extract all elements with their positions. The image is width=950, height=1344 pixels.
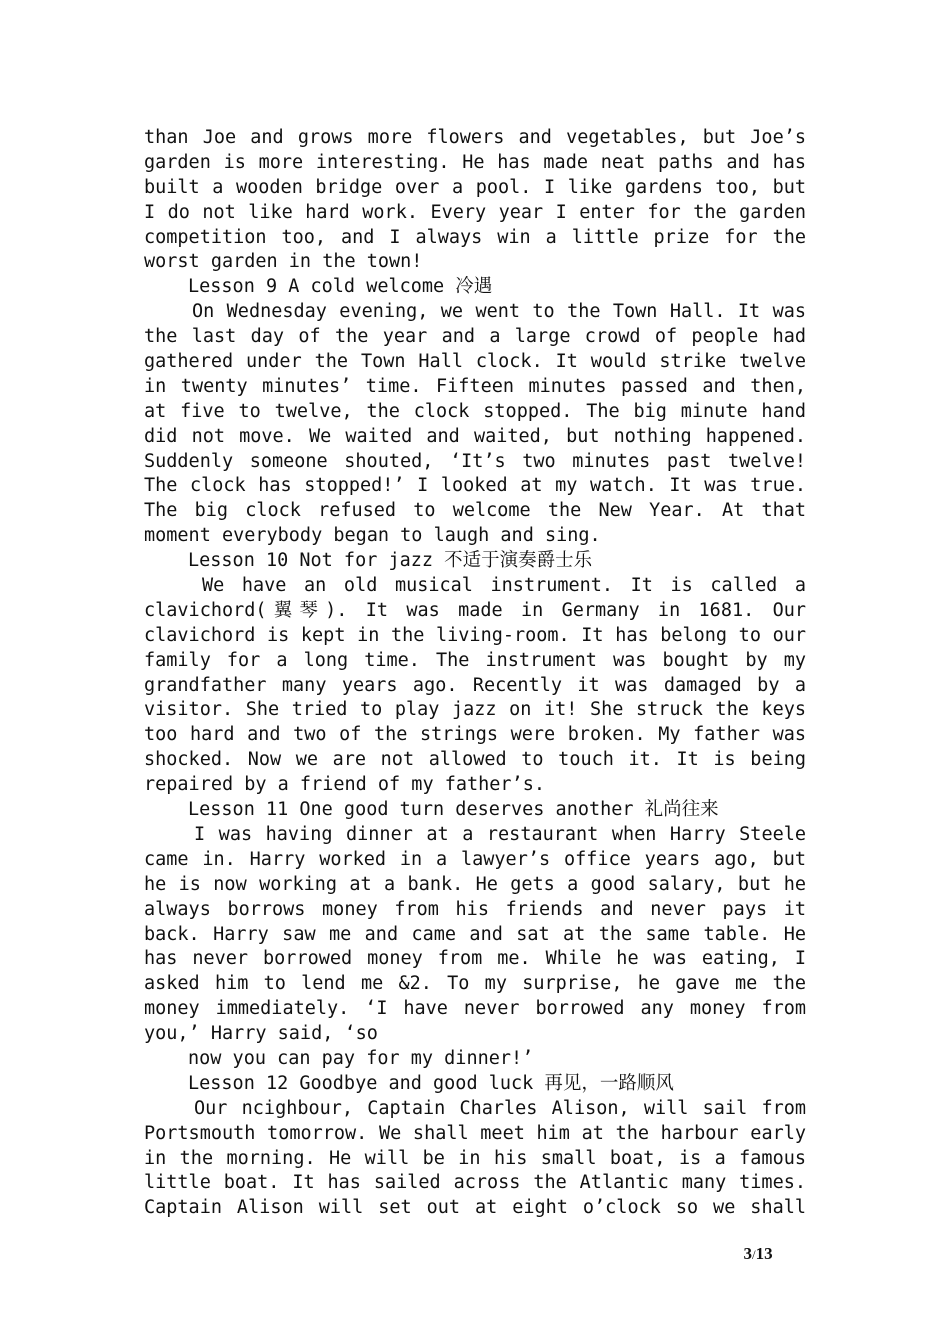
text-line: little boat. It has sailed across the Atlantic many times. bbox=[144, 1172, 806, 1194]
text-line: built a wooden bridge over a pool. I like gardens too, but bbox=[144, 176, 806, 198]
text-line: always borrows money from his friends and never pays it bbox=[144, 898, 806, 920]
paragraph-first-line: On Wednesday evening, we went to the Town Hall. It was bbox=[192, 301, 806, 323]
text-line: you,’ Harry said, ‘so bbox=[144, 1023, 378, 1045]
text-line: in the morning. He will be in his small boat, is a famous bbox=[144, 1147, 806, 1169]
text-line: money immediately. ‘I have never borrowed any money from bbox=[144, 998, 806, 1020]
text-line: came in. Harry worked in a lawyer’s office years ago, but bbox=[144, 848, 806, 870]
text-line: competition too, and I always win a little prize for the bbox=[144, 226, 806, 248]
lesson-heading: Lesson 11 One good turn deserves another 礼尚往来 bbox=[188, 799, 719, 821]
text-line: repaired by a friend of my father’s. bbox=[144, 774, 545, 796]
lesson-heading: Lesson 9 A cold welcome 冷遇 bbox=[188, 276, 493, 298]
text-line: Suddenly someone shouted, ‘It’s two minutes past twelve! bbox=[144, 450, 806, 472]
text-line: garden is more interesting. He has made neat paths and has bbox=[144, 151, 806, 173]
text-line: shocked. Now we are not allowed to touch it. It is being bbox=[144, 749, 806, 771]
text-line: he is now working at a bank. He gets a good salary, but he bbox=[144, 873, 806, 895]
text-line: at five to twelve, the clock stopped. The big minute hand bbox=[144, 400, 806, 422]
lesson-heading: Lesson 10 Not for jazz 不适于演奏爵士乐 bbox=[188, 550, 593, 572]
text-line: gathered under the Town Hall clock. It would strike twelve bbox=[144, 351, 806, 373]
lesson-heading: Lesson 12 Goodbye and good luck 再见，一路顺风 bbox=[188, 1072, 674, 1094]
text-line: than Joe and grows more flowers and vegetables, but Joe’s bbox=[144, 127, 806, 148]
document-body bbox=[144, 126, 806, 1221]
page-number bbox=[728, 1244, 788, 1264]
text-line: The clock has stopped!’ I looked at my watch. It was true. bbox=[144, 475, 806, 497]
page-separator: / bbox=[751, 1247, 756, 1262]
lesson-heading: now you can pay for my dinner!’ bbox=[188, 1047, 534, 1069]
text-line: Portsmouth tomorrow. We shall meet him at the harbour early bbox=[144, 1122, 806, 1144]
text-line: back. Harry saw me and came and sat at the same table. He bbox=[144, 923, 806, 945]
paragraph-first-line: Our ncighbour, Captain Charles Alison, will sail from bbox=[194, 1097, 806, 1119]
text-line: Captain Alison will set out at eight o’clock so we shall bbox=[144, 1197, 806, 1219]
text-line: too hard and two of the strings were broken. My father was bbox=[144, 724, 806, 746]
total-page-count: 13 bbox=[755, 1244, 773, 1263]
text-line: did not move. We waited and waited, but nothing happened. bbox=[144, 425, 806, 447]
text-line: clavichord is kept in the living-room. It has belong to our bbox=[144, 624, 806, 646]
text-line: has never borrowed money from me. While he was eating, I bbox=[144, 948, 806, 970]
text-line: I do not like hard work. Every year I enter for the garden bbox=[144, 201, 806, 223]
text-line: in twenty minutes’ time. Fifteen minutes passed and then, bbox=[144, 375, 806, 397]
text-line: visitor. She tried to play jazz on it! She struck the keys bbox=[144, 699, 806, 721]
text-line: The big clock refused to welcome the New Year. At that bbox=[144, 500, 806, 522]
paragraph-first-line: I was having dinner at a restaurant when Harry Steele bbox=[194, 823, 806, 845]
text-line: asked him to lend me &2. To my surprise, he gave me the bbox=[144, 973, 806, 995]
current-page-number: 3 bbox=[743, 1244, 752, 1263]
paragraph-first-line: We have an old musical instrument. It is called a bbox=[202, 575, 806, 597]
text-line: clavichord(翼琴). It was made in Germany in 1681. Our bbox=[144, 599, 806, 621]
text-line: the last day of the year and a large crowd of people had bbox=[144, 326, 806, 348]
text-line: worst garden in the town! bbox=[144, 251, 423, 273]
text-line: moment everybody began to laugh and sing. bbox=[144, 525, 601, 547]
text-line: family for a long time. The instrument was bought by my bbox=[144, 649, 806, 671]
text-line: grandfather many years ago. Recently it was damaged by a bbox=[144, 674, 806, 696]
